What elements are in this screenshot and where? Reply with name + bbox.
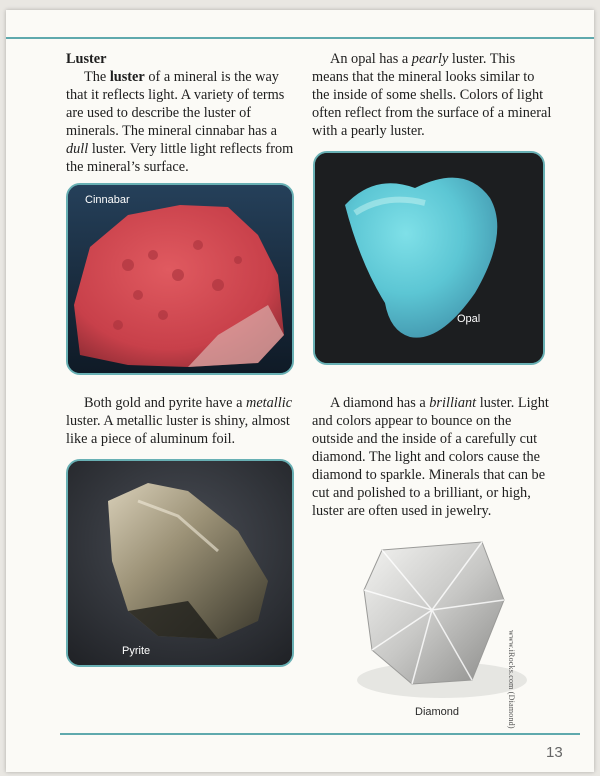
opal-caption: Opal [457,313,481,325]
opal-photo [313,151,545,365]
cinnabar-photo [66,183,294,375]
diamond-image [342,530,532,710]
cinnabar-image [68,185,292,373]
dull-term: dull [66,141,89,157]
pyrite-photo [66,459,294,667]
metallic-section [66,394,298,448]
diamond-photo [342,530,532,710]
metallic-term: metallic [246,395,293,411]
opal-image [315,153,543,363]
top-rule [6,37,594,39]
brilliant-term: brilliant [429,395,477,411]
luster-section [66,50,298,176]
diamond-section [312,394,552,520]
pearly-term: pearly [411,51,449,67]
luster-paragraph: The luster of a mineral is the way that it reflects light. A variety of terms are used to describe the luster of minerals. The mineral cinnabar has a dull luster. Very little light reflects from the mineral’s surface. [66,69,294,175]
section-heading: Luster [66,51,107,67]
luster-term: luster [109,69,145,85]
diamond-caption: Diamond [415,706,460,718]
opal-section [312,50,552,140]
photo-credit: www.iRocks.com (Diamond) [507,630,516,729]
metallic-paragraph: Both gold and pyrite have a metallic luster. A metallic luster is shiny, almost like a piece of aluminum foil. [66,395,293,447]
pyrite-image [68,461,292,665]
diamond-paragraph: A diamond has a brilliant luster. Light and colors appear to bounce on the outside and the inside of a carefully cut diamond. The light and colors cause the diamond to sparkle. Minerals that can be cut and polished to a brilliant, or high, luster are often used in jewelry. [312,395,549,519]
page-number: 13 [546,744,563,761]
bottom-rule [60,733,580,735]
opal-paragraph: An opal has a pearly luster. This means that the mineral looks similar to the inside of some shells. Colors of light often reflect from the surface of a mineral with a pearly luster. [312,51,552,139]
cinnabar-caption: Cinnabar [85,194,130,206]
pyrite-caption: Pyrite [122,645,151,657]
